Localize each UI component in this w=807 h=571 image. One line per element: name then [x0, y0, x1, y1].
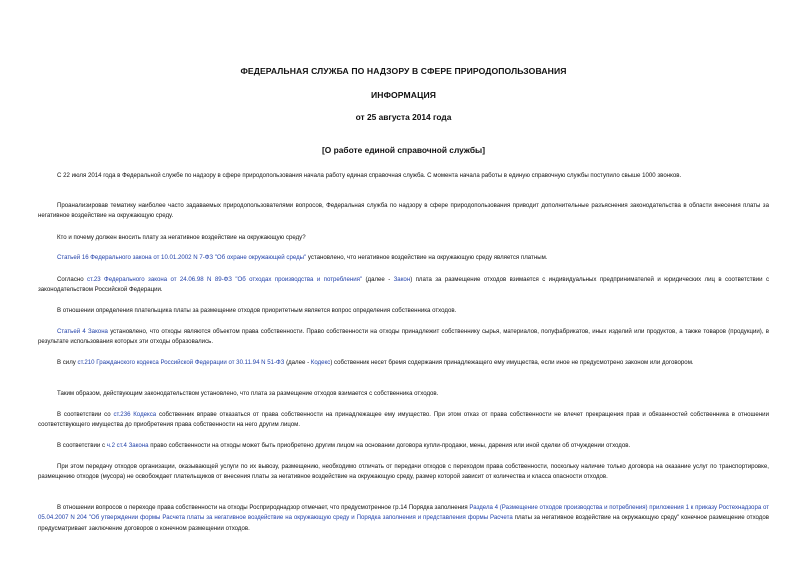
paragraph-text: платы за негативное воздействие на окружающую среду" конечное размещение отходов предусматривает заключение договоров о конечном размещении отходов.: [38, 514, 769, 532]
paragraph-8: [38, 358, 769, 368]
paragraph-text: (далее -: [284, 359, 311, 366]
paragraph-3-question: [38, 233, 769, 243]
paragraph-text: Кто и почему должен вносить плату за негативное воздействие на окружающую среду?: [57, 234, 306, 241]
paragraph-12: [38, 462, 769, 483]
law-link-article-16[interactable]: Статьей 16 Федерального закона от 10.01.2002 N 7-ФЗ "Об охране окружающей среды": [57, 254, 307, 261]
law-link-kodeks[interactable]: Кодекс: [310, 359, 331, 366]
paragraph-1: [38, 171, 769, 181]
law-link-zakon[interactable]: Закон: [393, 276, 411, 283]
paragraph-text: установлено, что отходы являются объектом права собственности. Право собственности на отходы принадлежит собственнику сырья, материалов, полуфабрикатов, иных изделий или продуктов, а также товаров (продукции), в результате использования которых эти отходы образовались.: [38, 328, 769, 346]
document-date: от 25 августа 2014 года: [355, 112, 452, 122]
paragraph-text: В отношении определения плательщика платы за размещение отходов приоритетным является вопрос определения собственника отходов.: [57, 307, 457, 314]
law-link-part-2-article-4[interactable]: ч.2 ст.4 Закона: [106, 442, 149, 449]
paragraph-text: В отношении вопросов о переходе права собственности на отходы Росприроднадзор отмечает, что предусмотренное гр.14 Порядка заполнения: [57, 504, 470, 511]
law-link-article-23[interactable]: ст.23 Федерального закона от 24.06.98 N 89-ФЗ "Об отходах производства и потребления": [87, 276, 363, 283]
paragraph-6: [38, 306, 769, 316]
paragraph-10: [38, 410, 769, 431]
paragraph-text: Согласно: [57, 276, 88, 283]
paragraph-text: При этом передачу отходов организации, оказывающей услуги по их вывозу, размещению, необходимо отличать от передачи отходов с переходом права собственности, поскольку наличие только договора на оказание услуг по транспортировке, размещению отходов (мусора) не освобождает плательщиков от внесения платы за негативное воздействие на окружающую среду, размер которой зависит от количества и класса опасности отходов.: [38, 463, 769, 481]
law-link-article-210[interactable]: ст.210 Гражданского кодекса Российской Федерации от 30.11.94 N 51-ФЗ: [77, 359, 285, 366]
agency-title: ФЕДЕРАЛЬНАЯ СЛУЖБА ПО НАДЗОРУ В СФЕРЕ ПРИРОДОПОЛЬЗОВАНИЯ: [240, 66, 567, 76]
law-link-article-236[interactable]: ст.236 Кодекса: [113, 411, 157, 418]
paragraph-text: (далее -: [362, 276, 394, 283]
paragraph-2: [38, 201, 769, 222]
paragraph-text: В соответствии со: [57, 411, 114, 418]
paragraph-text: В соответствии с: [57, 442, 107, 449]
paragraph-13: [38, 503, 769, 534]
document-type: ИНФОРМАЦИЯ: [370, 90, 437, 100]
paragraph-text: ) собственник несет бремя содержания принадлежащего ему имущества, если иное не предусмотрено законом или договором.: [330, 359, 694, 366]
paragraph-text: установлено, что негативное воздействие на окружающую среду является платным.: [306, 254, 548, 261]
document-subject: [О работе единой справочной службы]: [322, 145, 485, 155]
paragraph-11: [38, 441, 769, 451]
law-link-razdel-4[interactable]: Раздела 4 (Размещение отходов производства и потребления) приложения 1 к приказу Ростехнадзора от 05.04.2007 N 204 "Об утверждении формы Расчета платы за негативное воздействие на окружающую среду и Порядка заполнения и представления формы Расчета: [38, 504, 769, 522]
paragraph-5: [38, 275, 769, 296]
paragraph-4: [38, 253, 769, 263]
paragraph-9: [38, 389, 769, 399]
paragraph-text: ) плата за размещение отходов взимается с индивидуальных предпринимателей и юридических лиц в соответствии с законодательством Российской Федерации.: [38, 276, 770, 294]
law-link-article-4[interactable]: Статьей 4 Закона: [57, 328, 108, 335]
paragraph-text: собственник вправе отказаться от права собственности на принадлежащее ему имущество. При этом отказ от права собственности не влечет прекращения прав и обязанностей собственника в отношении соответствующего имущества до приобретения права собственности на него другим лицом.: [38, 411, 769, 429]
paragraph-text: право собственности на отходы может быть приобретено другим лицом на основании договора купли-продажи, мены, дарения или иной сделки об отчуждении отходов.: [148, 442, 631, 449]
paragraph-text: В силу: [57, 359, 78, 366]
paragraph-text: Таким образом, действующим законодательством установлено, что плата за размещение отходов взимается с собственника отходов.: [57, 390, 439, 397]
paragraph-text: С 22 июля 2014 года в Федеральной службе по надзору в сфере природопользования начала работу единая справочная служба. С момента начала работы в единую справочную службы поступило свыше 1000 звонков.: [57, 172, 682, 179]
paragraph-7: [38, 327, 769, 348]
paragraph-text: Проанализировав тематику наиболее часто задаваемых природопользователями вопросов, Федеральная служба по надзору в сфере природопользования приводит дополнительные разъяснения законодательства в области внесения платы за негативное воздействие на окружающую среду.: [38, 202, 769, 220]
